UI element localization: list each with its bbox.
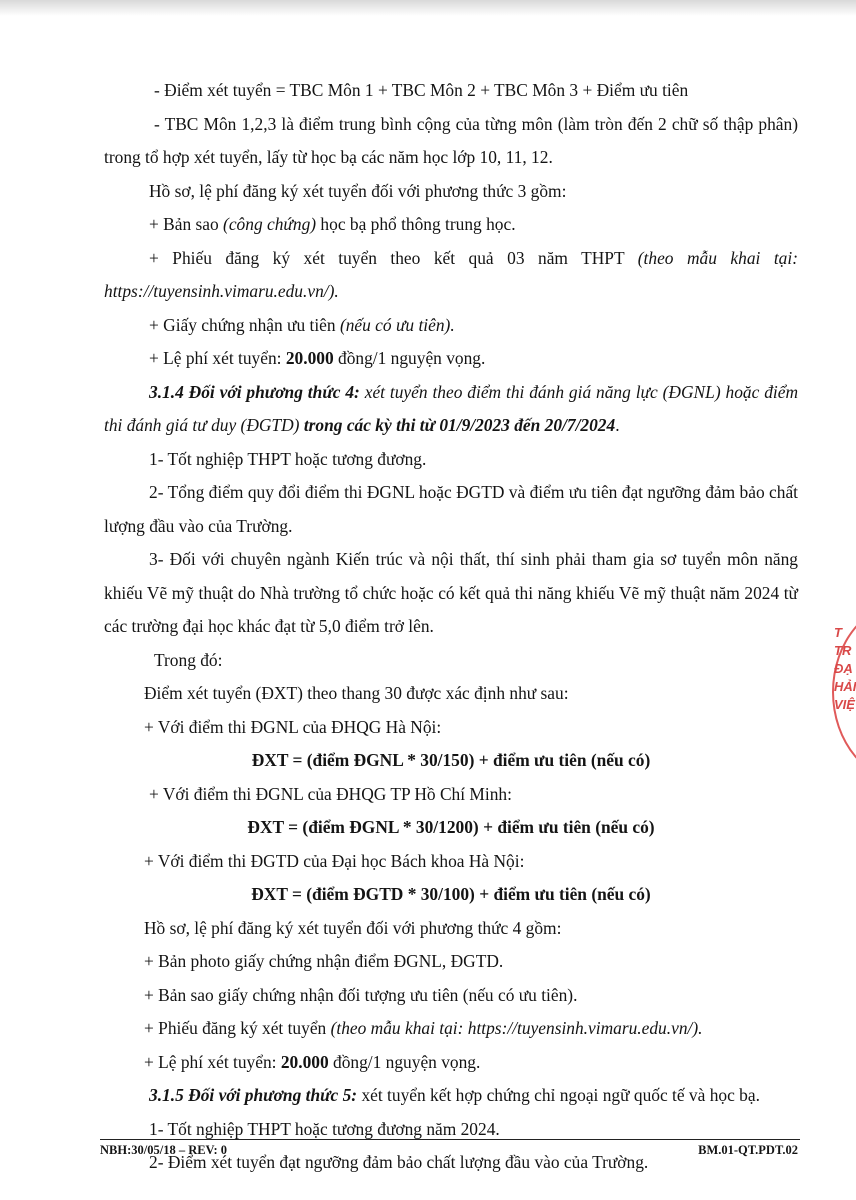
footer-revision: NBH:30/05/18 – REV: 0 [100, 1143, 227, 1157]
section-heading-3-1-4: 3.1.4 Đối với phương thức 4: xét tuyển theo điểm thi đánh giá năng lực (ĐGNL) hoặc điểm thi đánh giá tư duy (ĐGTD) trong các kỳ thi từ 01/9/2023 đến 20/7/2024. [104, 381, 799, 435]
method5-condition-1: 1- Tốt nghiệp THPT hoặc tương đương năm 2024. [149, 1118, 500, 1139]
item-hcm-exam: + Với điểm thi ĐGNL của ĐHQG TP Hồ Chí Minh: [149, 783, 512, 804]
list-item-fee-4: + Lệ phí xét tuyển: 20.000 đồng/1 nguyện vọng. [144, 1051, 481, 1072]
list-item-fee: + Lệ phí xét tuyển: 20.000 đồng/1 nguyện vọng. [149, 348, 486, 368]
paragraph-dossier-method3: Hồ sơ, lệ phí đăng ký xét tuyển đối với phương thức 3 gồm: [149, 180, 567, 201]
method5-condition-2: 2- Điểm xét tuyển đạt ngưỡng đảm bảo chất lượng đầu vào của Trường. [149, 1152, 649, 1172]
list-item-transcript-copy: + Bản sao (công chứng) học bạ phổ thông trung học. [149, 214, 516, 234]
footer-divider [100, 1139, 800, 1140]
document-body [104, 74, 798, 1180]
item-bachkhoa-exam: + Với điểm thi ĐGTD của Đại học Bách khoa Hà Nội: [144, 850, 525, 871]
formula-hcm: ĐXT = (điểm ĐGNL * 30/1200) + điểm ưu tiên (nếu có) [247, 817, 655, 837]
item-hanoi-exam: + Với điểm thi ĐGNL của ĐHQG Hà Nội: [144, 716, 442, 737]
list-item-priority-copy: + Bản sao giấy chứng nhận đối tượng ưu tiên (nếu có ưu tiên). [144, 984, 578, 1005]
list-item-registration-form-4: + Phiếu đăng ký xét tuyển (theo mẫu khai tại: https://tuyensinh.vimaru.edu.vn/). [144, 1018, 703, 1038]
scan-top-edge [0, 0, 856, 16]
formula-bachkhoa: ĐXT = (điểm ĐGTD * 30/100) + điểm ưu tiên (nếu có) [251, 884, 651, 904]
condition-3: 3- Đối với chuyên ngành Kiến trúc và nội thất, thí sinh phải tham gia sơ tuyển môn năng khiếu Vẽ mỹ thuật do Nhà trường tổ chức hoặc có kết quả thi năng khiếu Vẽ mỹ thuật năm 2024 từ các trường đại học khác đạt từ 5,0 điểm trở lên. [104, 549, 798, 636]
paragraph-tbc-definition: - TBC Môn 1,2,3 là điểm trung bình cộng của từng môn (làm tròn đến 2 chữ số thập phân) trong tổ hợp xét tuyển, lấy từ học bạ các năm học lớp 10, 11, 12. [104, 113, 798, 167]
footer-form-code: BM.01-QT.PDT.02 [698, 1143, 798, 1157]
condition-1: 1- Tốt nghiệp THPT hoặc tương đương. [149, 448, 427, 469]
list-item-priority-certificate: + Giấy chứng nhận ưu tiên (nếu có ưu tiên). [149, 314, 455, 335]
section-heading-3-1-5: 3.1.5 Đối với phương thức 5: xét tuyển kết hợp chứng chỉ ngoại ngữ quốc tế và học bạ. [149, 1085, 760, 1105]
paragraph-trong-do: Trong đó: [154, 649, 223, 670]
paragraph-dxt-intro: Điểm xét tuyển (ĐXT) theo thang 30 được xác định như sau: [144, 683, 569, 703]
stamp-text: T TR ĐẠ HẢI VIỆ [834, 625, 856, 712]
formula-hanoi: ĐXT = (điểm ĐGNL * 30/150) + điểm ưu tiên (nếu có) [251, 750, 651, 770]
list-item-score-photocopy: + Bản photo giấy chứng nhận điểm ĐGNL, ĐGTD. [144, 951, 504, 971]
red-seal-stamp [820, 590, 856, 790]
condition-2: 2- Tổng điểm quy đổi điểm thi ĐGNL hoặc ĐGTD và điểm ưu tiên đạt ngưỡng đảm bảo chất lượng đầu vào của Trường. [104, 482, 798, 536]
paragraph-dossier-method4: Hồ sơ, lệ phí đăng ký xét tuyển đối với phương thức 4 gồm: [144, 917, 562, 938]
list-item-registration-form: + Phiếu đăng ký xét tuyển theo kết quả 03 năm THPT (theo mẫu khai tại: https://tuyensinh.vimaru.edu.vn/). [104, 247, 798, 301]
paragraph-formula-method3: - Điểm xét tuyển = TBC Môn 1 + TBC Môn 2 + TBC Môn 3 + Điểm ưu tiên [154, 80, 689, 100]
